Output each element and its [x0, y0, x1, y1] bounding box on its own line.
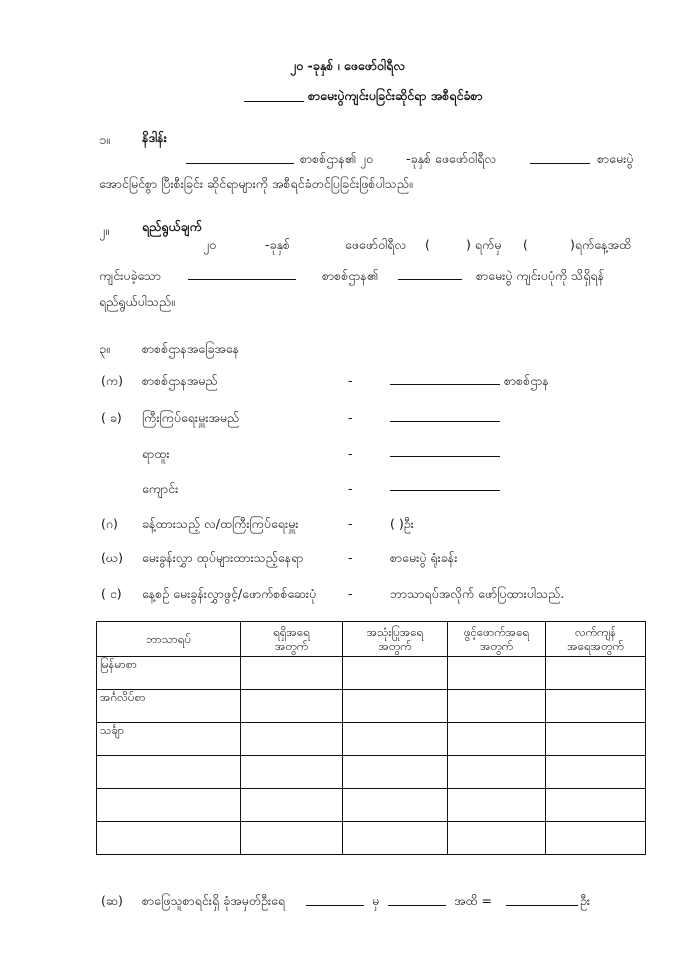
cell[interactable] — [241, 756, 343, 789]
cell[interactable] — [546, 822, 646, 855]
item-kha-text: ကြီးကြပ်ရေးမှူးအမည် — [142, 410, 240, 425]
item-ka-suffix: စာစစ်ဌာန — [504, 373, 549, 388]
cell[interactable] — [448, 690, 546, 723]
item-rank-blank[interactable] — [390, 456, 500, 457]
col-used: အသုံးပြုအရေ အတွက် — [343, 622, 448, 657]
col-subject: ဘာသာရပ် — [97, 622, 241, 657]
item-ga-dash: - — [348, 516, 353, 531]
cell[interactable] — [546, 756, 646, 789]
section2-heading: ရည်ရွယ်ချက် — [142, 219, 202, 234]
question-paper-table — [96, 621, 646, 855]
section3-heading: စာစစ်ဌာနအခြေအနေ — [142, 341, 240, 356]
section1-line1-c: စာမေးပွဲ — [597, 151, 634, 166]
footer-mid: မှ — [372, 893, 380, 908]
cell[interactable] — [448, 789, 546, 822]
cell-subject[interactable] — [97, 756, 241, 789]
cell[interactable] — [241, 822, 343, 855]
section2-line1-b: -ခုနှစ် — [265, 237, 291, 252]
item-nga-label: (ဃ) — [101, 550, 123, 565]
section2-line2-c: စာမေးပွဲ ကျင်းပပုံကို သိရှိရန် — [476, 268, 605, 283]
item-ka-blank[interactable] — [390, 384, 500, 385]
table-row — [97, 657, 646, 690]
item-kha-label: ( ခ) — [101, 410, 122, 425]
cell[interactable] — [448, 657, 546, 690]
item-school-dash: - — [348, 481, 353, 496]
cell-subject[interactable] — [97, 789, 241, 822]
section2-line2-b: စာစစ်ဌာန၏ — [322, 268, 378, 283]
cell-subject: သင်္ချာ — [97, 723, 241, 756]
cell-subject: မြန်မာစာ — [97, 657, 241, 690]
cell[interactable] — [448, 723, 546, 756]
table-header-row — [97, 622, 646, 657]
item-nga-text: မေးခွန်းလွှာ ထုပ်များထားသည့်နေရာ — [142, 550, 304, 565]
item-ga-label: (ဂ) — [101, 516, 118, 531]
col-remaining: လက်ကျန် အရေအတွက် — [546, 622, 646, 657]
cell[interactable] — [343, 723, 448, 756]
cell[interactable] — [546, 789, 646, 822]
item-ka-dash: - — [348, 373, 353, 388]
item-rank-dash: - — [348, 446, 353, 461]
section1-line1-a: စာစစ်ဌာန၏ ၂၀ — [300, 151, 374, 166]
item-nga-dash: - — [348, 550, 353, 565]
section2-line1-c: ဖေဖော်ဝါရီလ — [345, 237, 407, 252]
footer-blank-total[interactable] — [506, 905, 578, 906]
section2-line1-d: ( — [425, 237, 430, 252]
table-row — [97, 690, 646, 723]
footer-text: စာဖြေသူစာရင်းရှိ ခုံအမှတ်ဦးရေ — [142, 893, 286, 908]
cell[interactable] — [448, 822, 546, 855]
item-nga2-label: ( င) — [101, 586, 122, 601]
cell[interactable] — [546, 690, 646, 723]
header-year-line: ၂၀ -ခုနှစ် ၊ ဖေဖော်ဝါရီလ — [290, 58, 405, 73]
item-nga2-dash: - — [348, 586, 353, 601]
footer-blank-to[interactable] — [388, 905, 446, 906]
section2-line1-e: ) ရက်မှ — [466, 237, 502, 252]
section1-line1-b: -ခုနှစ် ဖေဖော်ဝါရီလ — [406, 151, 497, 166]
item-nga-suffix: စာမေးပွဲ ရုံးခန်း — [390, 550, 458, 565]
cell[interactable] — [343, 822, 448, 855]
item-school-text: ကျောင်း — [142, 481, 179, 496]
cell[interactable] — [546, 723, 646, 756]
cell[interactable] — [241, 723, 343, 756]
section2-line1-a: ၂၀ — [203, 237, 217, 252]
section1-heading: နိဒါန်း — [142, 130, 167, 145]
cell[interactable] — [448, 756, 546, 789]
footer-blank-from[interactable] — [306, 905, 364, 906]
item-rank-text: ရာထူး — [142, 446, 170, 461]
footer-end: ဦး — [580, 893, 591, 908]
section1-number: ၁။ — [99, 132, 110, 147]
footer-mid2: အထိ = — [454, 893, 493, 908]
item-kha-dash: - — [348, 410, 353, 425]
item-school-blank[interactable] — [390, 490, 500, 491]
section2-line3: ရည်ရွယ်ပါသည်။ — [99, 294, 175, 309]
cell[interactable] — [343, 690, 448, 723]
table-row — [97, 822, 646, 855]
col-received: ရရှိအရေ အတွက် — [241, 622, 343, 657]
title-blank-line[interactable] — [244, 101, 304, 102]
cell-subject: အင်္ဂလိပ်စာ — [97, 690, 241, 723]
cell[interactable] — [343, 789, 448, 822]
table-row — [97, 756, 646, 789]
section2-line1-g: )ရက်နေ့အထိ — [570, 237, 632, 252]
item-ka-label: (က) — [101, 373, 123, 388]
footer-label: (ဆ) — [101, 893, 123, 908]
cell[interactable] — [343, 657, 448, 690]
cell-subject[interactable] — [97, 822, 241, 855]
item-nga2-text: နေ့စဉ် မေးခွန်းလွှာဖွင့်/ဖောက်စစ်ဆေးပုံ — [142, 586, 317, 601]
section3-number: ၃။ — [99, 341, 110, 356]
table-row — [97, 789, 646, 822]
cell[interactable] — [343, 756, 448, 789]
section2-number: ၂။ — [99, 223, 109, 238]
section1-line2: အောင်မြင်စွာ ပြီးစီးခြင်း ဆိုင်ရာများကို အစီရင်ခံတင်ပြခြင်းဖြစ်ပါသည်။ — [99, 176, 413, 191]
section1-blank-center-name[interactable] — [186, 163, 294, 164]
section2-line2-a: ကျင်းပခဲ့သော — [99, 268, 161, 283]
cell[interactable] — [241, 690, 343, 723]
col-opened: ဖွင့်ဖောက်အရေ အတွက် — [448, 622, 546, 657]
section1-blank-exam-name[interactable] — [530, 163, 590, 164]
cell[interactable] — [241, 657, 343, 690]
item-ga-suffix: ( )ဦး — [390, 516, 414, 531]
item-nga2-suffix: ဘာသာရပ်အလိုက် ဖော်ပြထားပါသည်. — [390, 586, 565, 601]
item-ga-text: ခန့်ထားသည့် လ/ထကြီးကြပ်ရေးမှူး — [142, 516, 299, 531]
section2-blank-exam[interactable] — [398, 279, 462, 280]
page-title: စာမေးပွဲကျင်းပခြင်းဆိုင်ရာ အစီရင်ခံစာ — [308, 88, 483, 103]
section2-blank-center[interactable] — [188, 279, 296, 280]
table-row — [97, 723, 646, 756]
cell[interactable] — [241, 789, 343, 822]
item-kha-blank[interactable] — [390, 421, 500, 422]
item-ka-text: စာစစ်ဌာနအမည် — [142, 373, 218, 388]
section2-line1-f: ( — [523, 237, 528, 252]
cell[interactable] — [546, 657, 646, 690]
